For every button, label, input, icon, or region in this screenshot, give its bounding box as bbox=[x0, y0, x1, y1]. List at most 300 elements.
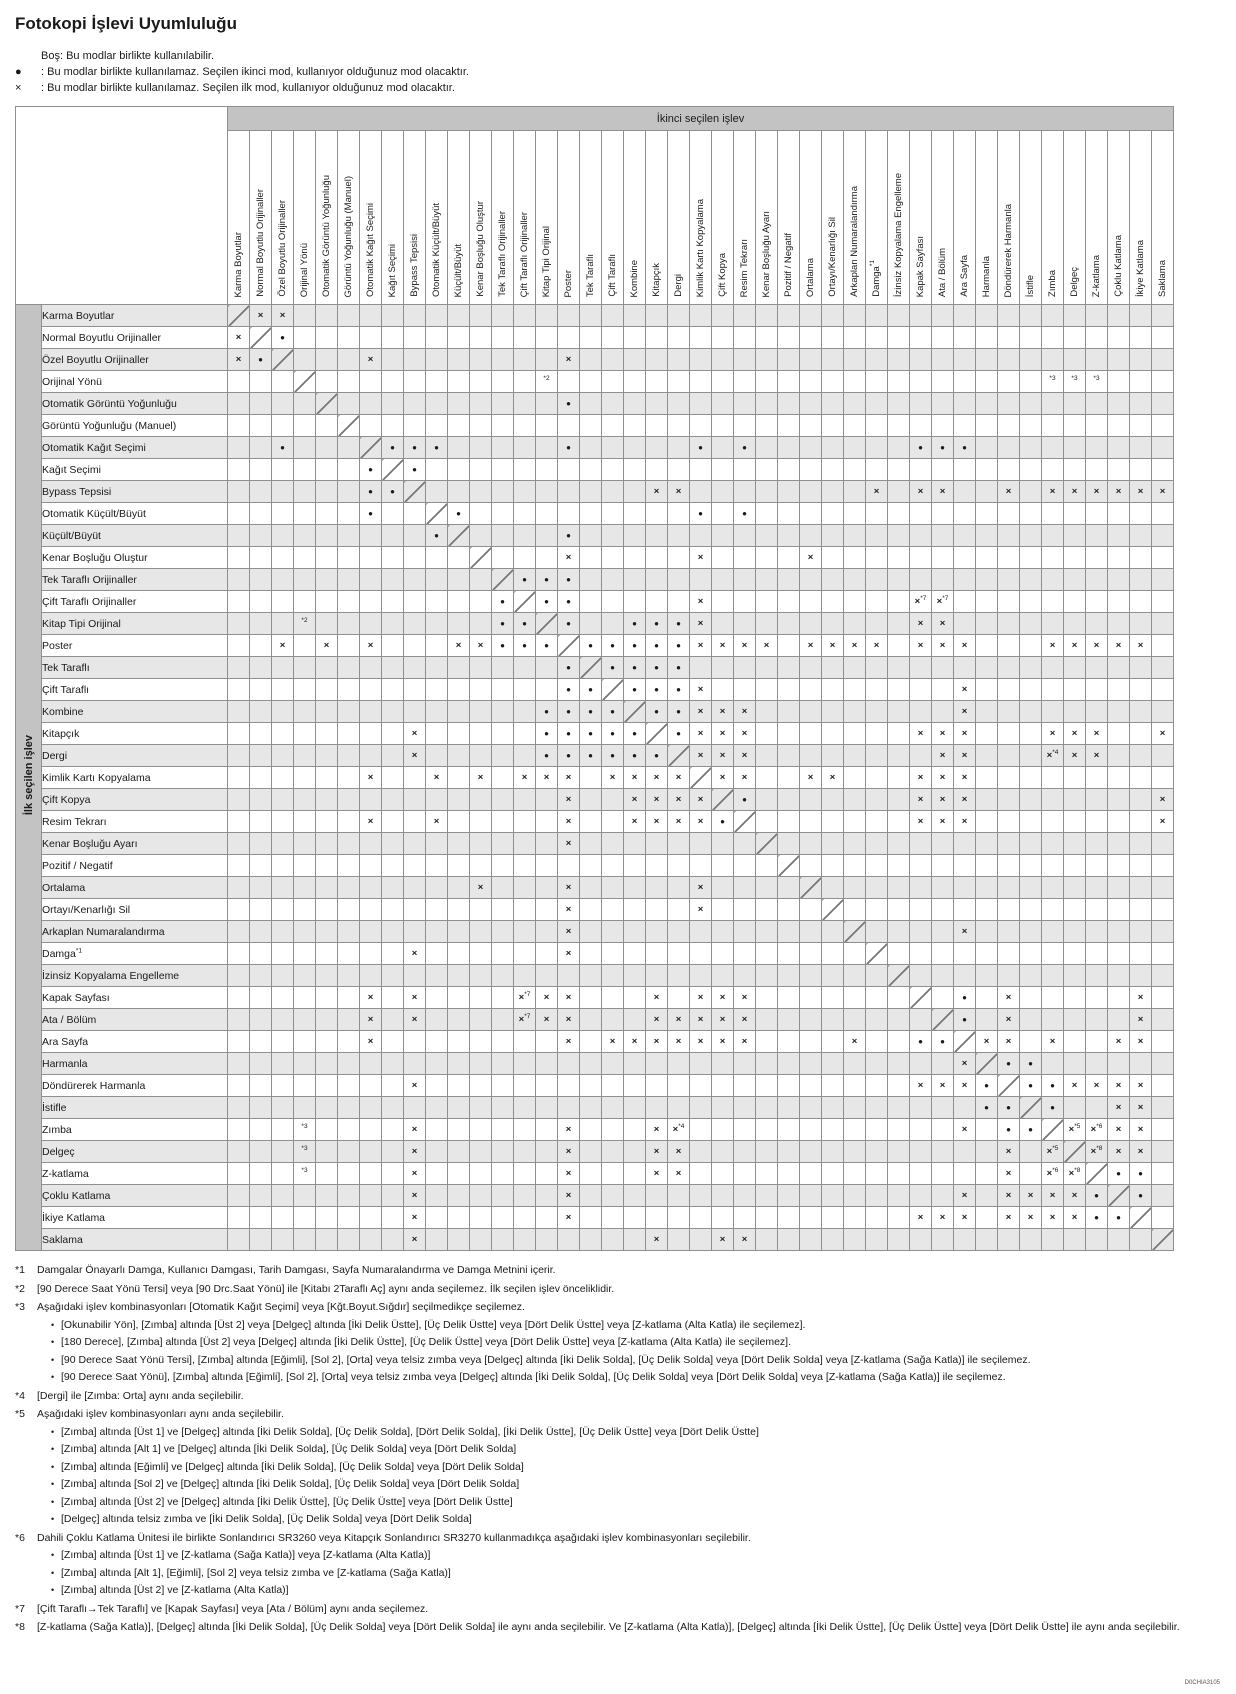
matrix-cell bbox=[888, 525, 910, 547]
matrix-cell bbox=[1130, 503, 1152, 525]
matrix-cell bbox=[602, 547, 624, 569]
footnote-id: *1 bbox=[15, 1264, 25, 1276]
matrix-cell bbox=[756, 789, 778, 811]
matrix-cell bbox=[360, 525, 382, 547]
matrix-cell bbox=[1020, 305, 1042, 327]
matrix-cell bbox=[1152, 987, 1174, 1009]
matrix-cell bbox=[624, 349, 646, 371]
matrix-cell bbox=[228, 371, 250, 393]
matrix-cell bbox=[382, 723, 404, 745]
matrix-cell bbox=[360, 371, 382, 393]
matrix-cell: × bbox=[646, 1163, 668, 1185]
matrix-cell bbox=[514, 1075, 536, 1097]
matrix-cell bbox=[602, 349, 624, 371]
matrix-cell bbox=[976, 789, 998, 811]
matrix-cell bbox=[866, 503, 888, 525]
matrix-cell bbox=[734, 1141, 756, 1163]
matrix-cell bbox=[1086, 1009, 1108, 1031]
matrix-cell bbox=[470, 569, 492, 591]
column-header: Resim Tekrarı bbox=[734, 131, 756, 305]
column-header: İstifle bbox=[1020, 131, 1042, 305]
matrix-cell bbox=[822, 305, 844, 327]
matrix-cell bbox=[448, 1097, 470, 1119]
matrix-cell bbox=[470, 525, 492, 547]
matrix-cell bbox=[1108, 415, 1130, 437]
matrix-cell bbox=[404, 1031, 426, 1053]
matrix-cell bbox=[272, 525, 294, 547]
matrix-cell bbox=[250, 1185, 272, 1207]
legend-item bbox=[15, 64, 1222, 80]
matrix-cell bbox=[998, 833, 1020, 855]
matrix-cell bbox=[558, 481, 580, 503]
matrix-cell bbox=[756, 1031, 778, 1053]
matrix-cell bbox=[1064, 305, 1086, 327]
matrix-cell bbox=[602, 899, 624, 921]
matrix-cell: ● bbox=[668, 657, 690, 679]
matrix-row bbox=[16, 525, 1174, 547]
matrix-cell bbox=[602, 613, 624, 635]
row-label: Kapak Sayfası bbox=[42, 987, 228, 1009]
matrix-cell: ● bbox=[646, 657, 668, 679]
matrix-cell bbox=[272, 1207, 294, 1229]
matrix-cell bbox=[382, 327, 404, 349]
matrix-cell bbox=[712, 305, 734, 327]
row-label: Harmanla bbox=[42, 1053, 228, 1075]
matrix-cell bbox=[1064, 657, 1086, 679]
matrix-cell bbox=[624, 305, 646, 327]
matrix-cell bbox=[1042, 591, 1064, 613]
matrix-cell bbox=[1152, 1053, 1174, 1075]
matrix-cell: × bbox=[360, 1031, 382, 1053]
matrix-cell bbox=[294, 525, 316, 547]
matrix-cell: ×$^{*6}$ bbox=[1086, 1119, 1108, 1141]
matrix-cell: × bbox=[316, 635, 338, 657]
matrix-cell: × bbox=[404, 987, 426, 1009]
matrix-cell bbox=[1064, 525, 1086, 547]
matrix-cell bbox=[778, 635, 800, 657]
matrix-cell: × bbox=[734, 1031, 756, 1053]
matrix-cell: × bbox=[712, 1229, 734, 1251]
matrix-cell bbox=[272, 877, 294, 899]
matrix-cell bbox=[294, 965, 316, 987]
matrix-cell bbox=[536, 305, 558, 327]
footnote-id: *4 bbox=[15, 1389, 25, 1402]
matrix-cell: × bbox=[998, 1185, 1020, 1207]
matrix-cell: × bbox=[910, 1075, 932, 1097]
matrix-cell: *3 bbox=[294, 1141, 316, 1163]
matrix-cell bbox=[272, 1053, 294, 1075]
matrix-cell bbox=[778, 1185, 800, 1207]
matrix-cell bbox=[888, 745, 910, 767]
matrix-cell bbox=[646, 415, 668, 437]
matrix-cell bbox=[1042, 987, 1064, 1009]
matrix-cell: ● bbox=[624, 723, 646, 745]
matrix-cell bbox=[580, 305, 602, 327]
matrix-cell bbox=[272, 1229, 294, 1251]
legend-symbol: × bbox=[15, 82, 22, 94]
matrix-cell bbox=[778, 393, 800, 415]
row-label: Resim Tekrarı bbox=[42, 811, 228, 833]
matrix-cell bbox=[822, 877, 844, 899]
matrix-cell bbox=[976, 591, 998, 613]
matrix-cell: ● bbox=[404, 459, 426, 481]
matrix-cell bbox=[756, 965, 778, 987]
matrix-cell bbox=[536, 855, 558, 877]
matrix-cell bbox=[492, 833, 514, 855]
matrix-cell bbox=[558, 327, 580, 349]
matrix-cell: × bbox=[690, 745, 712, 767]
matrix-cell bbox=[1108, 987, 1130, 1009]
matrix-cell bbox=[668, 437, 690, 459]
matrix-cell bbox=[778, 503, 800, 525]
matrix-cell bbox=[1064, 899, 1086, 921]
matrix-cell bbox=[690, 1163, 712, 1185]
matrix-cell bbox=[998, 635, 1020, 657]
matrix-cell bbox=[624, 701, 646, 723]
matrix-cell: × bbox=[1064, 635, 1086, 657]
column-header: Tek Taraflı Orijinaller bbox=[492, 131, 514, 305]
matrix-cell bbox=[734, 811, 756, 833]
row-label: Özel Boyutlu Orijinaller bbox=[42, 349, 228, 371]
matrix-cell bbox=[646, 525, 668, 547]
matrix-cell bbox=[514, 877, 536, 899]
matrix-cell bbox=[756, 1075, 778, 1097]
matrix-cell bbox=[1020, 811, 1042, 833]
matrix-cell bbox=[976, 415, 998, 437]
matrix-cell bbox=[712, 481, 734, 503]
matrix-cell bbox=[228, 657, 250, 679]
matrix-cell bbox=[932, 503, 954, 525]
matrix-cell bbox=[1064, 437, 1086, 459]
matrix-cell bbox=[580, 459, 602, 481]
matrix-cell bbox=[998, 1229, 1020, 1251]
column-header: Damga$^{*1}$ bbox=[866, 131, 888, 305]
matrix-cell bbox=[228, 899, 250, 921]
matrix-cell bbox=[580, 855, 602, 877]
matrix-cell bbox=[1064, 1229, 1086, 1251]
matrix-cell bbox=[822, 481, 844, 503]
matrix-cell bbox=[822, 503, 844, 525]
matrix-cell bbox=[624, 591, 646, 613]
matrix-cell bbox=[338, 437, 360, 459]
matrix-cell: × bbox=[954, 1119, 976, 1141]
matrix-cell: × bbox=[690, 723, 712, 745]
matrix-cell bbox=[338, 415, 360, 437]
matrix-cell bbox=[1130, 437, 1152, 459]
matrix-cell bbox=[976, 547, 998, 569]
matrix-cell bbox=[866, 965, 888, 987]
matrix-cell bbox=[470, 305, 492, 327]
matrix-cell bbox=[822, 1163, 844, 1185]
matrix-cell bbox=[1152, 459, 1174, 481]
matrix-cell bbox=[1064, 1009, 1086, 1031]
matrix-cell bbox=[712, 349, 734, 371]
matrix-cell bbox=[404, 547, 426, 569]
matrix-cell bbox=[382, 767, 404, 789]
row-label: Orijinal Yönü bbox=[42, 371, 228, 393]
matrix-cell bbox=[646, 921, 668, 943]
matrix-cell: × bbox=[360, 987, 382, 1009]
matrix-cell bbox=[1108, 657, 1130, 679]
matrix-cell: × bbox=[998, 481, 1020, 503]
column-header: Kimlik Kartı Kopyalama bbox=[690, 131, 712, 305]
matrix-row bbox=[16, 1141, 1174, 1163]
matrix-cell bbox=[756, 371, 778, 393]
matrix-cell: × bbox=[932, 481, 954, 503]
matrix-cell: × bbox=[954, 811, 976, 833]
matrix-cell bbox=[1108, 327, 1130, 349]
matrix-cell bbox=[426, 1031, 448, 1053]
matrix-cell bbox=[1130, 899, 1152, 921]
matrix-cell bbox=[272, 1163, 294, 1185]
matrix-cell bbox=[712, 613, 734, 635]
matrix-cell: ● bbox=[998, 1119, 1020, 1141]
matrix-cell bbox=[338, 1141, 360, 1163]
matrix-cell bbox=[932, 349, 954, 371]
matrix-cell: ● bbox=[514, 569, 536, 591]
matrix-cell bbox=[1108, 349, 1130, 371]
row-label: Otomatik Görüntü Yoğunluğu bbox=[42, 393, 228, 415]
matrix-cell: *2 bbox=[536, 371, 558, 393]
matrix-cell bbox=[954, 1163, 976, 1185]
matrix-cell bbox=[932, 1163, 954, 1185]
matrix-cell bbox=[888, 1119, 910, 1141]
matrix-cell bbox=[448, 1075, 470, 1097]
matrix-cell bbox=[382, 833, 404, 855]
matrix-cell bbox=[360, 723, 382, 745]
matrix-cell: × bbox=[272, 305, 294, 327]
matrix-cell: × bbox=[712, 1031, 734, 1053]
matrix-cell bbox=[888, 1031, 910, 1053]
matrix-cell bbox=[998, 679, 1020, 701]
matrix-cell bbox=[778, 1141, 800, 1163]
matrix-cell: × bbox=[426, 811, 448, 833]
matrix-cell bbox=[1064, 789, 1086, 811]
row-label: Normal Boyutlu Orijinaller bbox=[42, 327, 228, 349]
footnote bbox=[15, 1389, 1222, 1404]
matrix-cell: × bbox=[1152, 811, 1174, 833]
matrix-cell bbox=[492, 679, 514, 701]
matrix-cell bbox=[778, 745, 800, 767]
matrix-cell bbox=[866, 921, 888, 943]
matrix-cell bbox=[250, 987, 272, 1009]
matrix-cell bbox=[470, 899, 492, 921]
matrix-cell bbox=[514, 349, 536, 371]
matrix-cell: ×$^{*5}$ bbox=[1064, 1119, 1086, 1141]
matrix-cell bbox=[426, 635, 448, 657]
matrix-cell bbox=[338, 1075, 360, 1097]
matrix-cell: × bbox=[910, 811, 932, 833]
matrix-cell bbox=[338, 1053, 360, 1075]
matrix-cell bbox=[756, 767, 778, 789]
matrix-cell bbox=[866, 569, 888, 591]
matrix-cell bbox=[1108, 965, 1130, 987]
matrix-cell bbox=[316, 459, 338, 481]
matrix-cell bbox=[976, 635, 998, 657]
matrix-cell bbox=[580, 1097, 602, 1119]
matrix-cell bbox=[734, 1075, 756, 1097]
matrix-cell bbox=[492, 1053, 514, 1075]
matrix-cell bbox=[844, 987, 866, 1009]
matrix-cell bbox=[1020, 327, 1042, 349]
matrix-cell bbox=[844, 1075, 866, 1097]
matrix-cell bbox=[536, 327, 558, 349]
matrix-cell bbox=[1108, 569, 1130, 591]
matrix-cell bbox=[668, 1229, 690, 1251]
matrix-cell bbox=[470, 679, 492, 701]
matrix-cell bbox=[932, 569, 954, 591]
matrix-cell bbox=[580, 503, 602, 525]
matrix-cell bbox=[998, 789, 1020, 811]
matrix-cell bbox=[558, 415, 580, 437]
matrix-cell bbox=[866, 899, 888, 921]
matrix-cell bbox=[1042, 459, 1064, 481]
matrix-cell bbox=[602, 1097, 624, 1119]
matrix-cell bbox=[536, 547, 558, 569]
matrix-cell: ● bbox=[536, 701, 558, 723]
matrix-cell bbox=[954, 1229, 976, 1251]
matrix-cell bbox=[1130, 943, 1152, 965]
matrix-cell bbox=[470, 1097, 492, 1119]
matrix-cell bbox=[338, 1097, 360, 1119]
matrix-cell bbox=[1108, 701, 1130, 723]
matrix-cell bbox=[1152, 679, 1174, 701]
matrix-cell bbox=[228, 393, 250, 415]
matrix-cell bbox=[1130, 1207, 1152, 1229]
matrix-cell bbox=[1152, 525, 1174, 547]
compatibility-matrix bbox=[15, 106, 1222, 1251]
matrix-cell bbox=[580, 327, 602, 349]
matrix-cell bbox=[1042, 393, 1064, 415]
footnotes bbox=[15, 1263, 1222, 1635]
matrix-cell: × bbox=[404, 1185, 426, 1207]
matrix-cell bbox=[778, 877, 800, 899]
matrix-cell bbox=[712, 1119, 734, 1141]
matrix-cell bbox=[492, 965, 514, 987]
matrix-cell bbox=[998, 965, 1020, 987]
matrix-cell bbox=[888, 1009, 910, 1031]
matrix-cell bbox=[800, 789, 822, 811]
matrix-cell bbox=[866, 679, 888, 701]
matrix-cell bbox=[646, 503, 668, 525]
matrix-cell: ● bbox=[382, 481, 404, 503]
matrix-cell bbox=[888, 943, 910, 965]
matrix-cell bbox=[690, 1207, 712, 1229]
matrix-cell bbox=[470, 811, 492, 833]
matrix-cell: ● bbox=[1020, 1053, 1042, 1075]
matrix-cell bbox=[316, 1163, 338, 1185]
matrix-cell bbox=[1152, 1009, 1174, 1031]
matrix-cell bbox=[228, 965, 250, 987]
matrix-cell: × bbox=[360, 349, 382, 371]
matrix-cell: ● bbox=[558, 569, 580, 591]
matrix-cell bbox=[1064, 1097, 1086, 1119]
matrix-cell bbox=[998, 855, 1020, 877]
matrix-cell bbox=[976, 305, 998, 327]
matrix-cell bbox=[756, 393, 778, 415]
matrix-cell bbox=[778, 327, 800, 349]
matrix-cell bbox=[646, 1075, 668, 1097]
matrix-cell bbox=[360, 591, 382, 613]
matrix-cell bbox=[910, 1097, 932, 1119]
matrix-cell bbox=[558, 503, 580, 525]
matrix-cell bbox=[360, 1185, 382, 1207]
matrix-cell bbox=[998, 569, 1020, 591]
column-header: Görüntü Yoğunluğu (Manuel) bbox=[338, 131, 360, 305]
matrix-cell bbox=[800, 679, 822, 701]
matrix-cell bbox=[668, 547, 690, 569]
matrix-cell bbox=[602, 943, 624, 965]
matrix-cell bbox=[690, 1185, 712, 1207]
matrix-cell bbox=[272, 723, 294, 745]
matrix-cell bbox=[668, 459, 690, 481]
matrix-cell bbox=[954, 415, 976, 437]
matrix-cell bbox=[602, 987, 624, 1009]
matrix-cell bbox=[426, 1119, 448, 1141]
matrix-cell bbox=[1020, 943, 1042, 965]
matrix-cell bbox=[778, 547, 800, 569]
matrix-cell bbox=[778, 1163, 800, 1185]
matrix-cell bbox=[470, 1229, 492, 1251]
matrix-cell bbox=[602, 1053, 624, 1075]
matrix-cell bbox=[382, 503, 404, 525]
matrix-cell bbox=[1064, 965, 1086, 987]
matrix-cell bbox=[844, 1163, 866, 1185]
matrix-cell bbox=[448, 833, 470, 855]
matrix-cell bbox=[272, 943, 294, 965]
matrix-cell bbox=[888, 371, 910, 393]
matrix-cell bbox=[734, 481, 756, 503]
footnote-bullet bbox=[51, 1370, 1222, 1385]
matrix-cell bbox=[294, 1053, 316, 1075]
matrix-cell bbox=[1152, 921, 1174, 943]
matrix-cell bbox=[624, 877, 646, 899]
matrix-cell bbox=[404, 899, 426, 921]
matrix-cell bbox=[338, 327, 360, 349]
matrix-cell: × bbox=[1086, 481, 1108, 503]
matrix-cell: ● bbox=[536, 723, 558, 745]
matrix-cell bbox=[778, 1009, 800, 1031]
matrix-cell bbox=[690, 943, 712, 965]
matrix-cell: × bbox=[690, 987, 712, 1009]
matrix-cell bbox=[1108, 525, 1130, 547]
matrix-cell bbox=[492, 789, 514, 811]
matrix-cell: ● bbox=[690, 503, 712, 525]
column-header: Karma Boyutlar bbox=[228, 131, 250, 305]
footnote-text: Damgalar Önayarlı Damga, Kullanıcı Damgası, Tarih Damgası, Sayfa Numaralandırma ve Damga Metnini içerir. bbox=[37, 1264, 556, 1276]
matrix-cell bbox=[316, 591, 338, 613]
matrix-cell bbox=[602, 569, 624, 591]
matrix-cell bbox=[558, 305, 580, 327]
matrix-cell bbox=[536, 1185, 558, 1207]
matrix-cell bbox=[822, 701, 844, 723]
matrix-cell: ● bbox=[536, 569, 558, 591]
matrix-cell bbox=[668, 415, 690, 437]
matrix-cell bbox=[668, 371, 690, 393]
matrix-cell bbox=[910, 921, 932, 943]
matrix-cell: × bbox=[646, 811, 668, 833]
matrix-cell bbox=[888, 1097, 910, 1119]
matrix-cell bbox=[602, 1075, 624, 1097]
matrix-cell bbox=[1042, 811, 1064, 833]
matrix-cell bbox=[712, 899, 734, 921]
matrix-cell bbox=[316, 1009, 338, 1031]
matrix-cell: × bbox=[1152, 723, 1174, 745]
matrix-cell bbox=[844, 437, 866, 459]
matrix-cell bbox=[800, 1119, 822, 1141]
matrix-row bbox=[16, 965, 1174, 987]
matrix-cell bbox=[338, 349, 360, 371]
